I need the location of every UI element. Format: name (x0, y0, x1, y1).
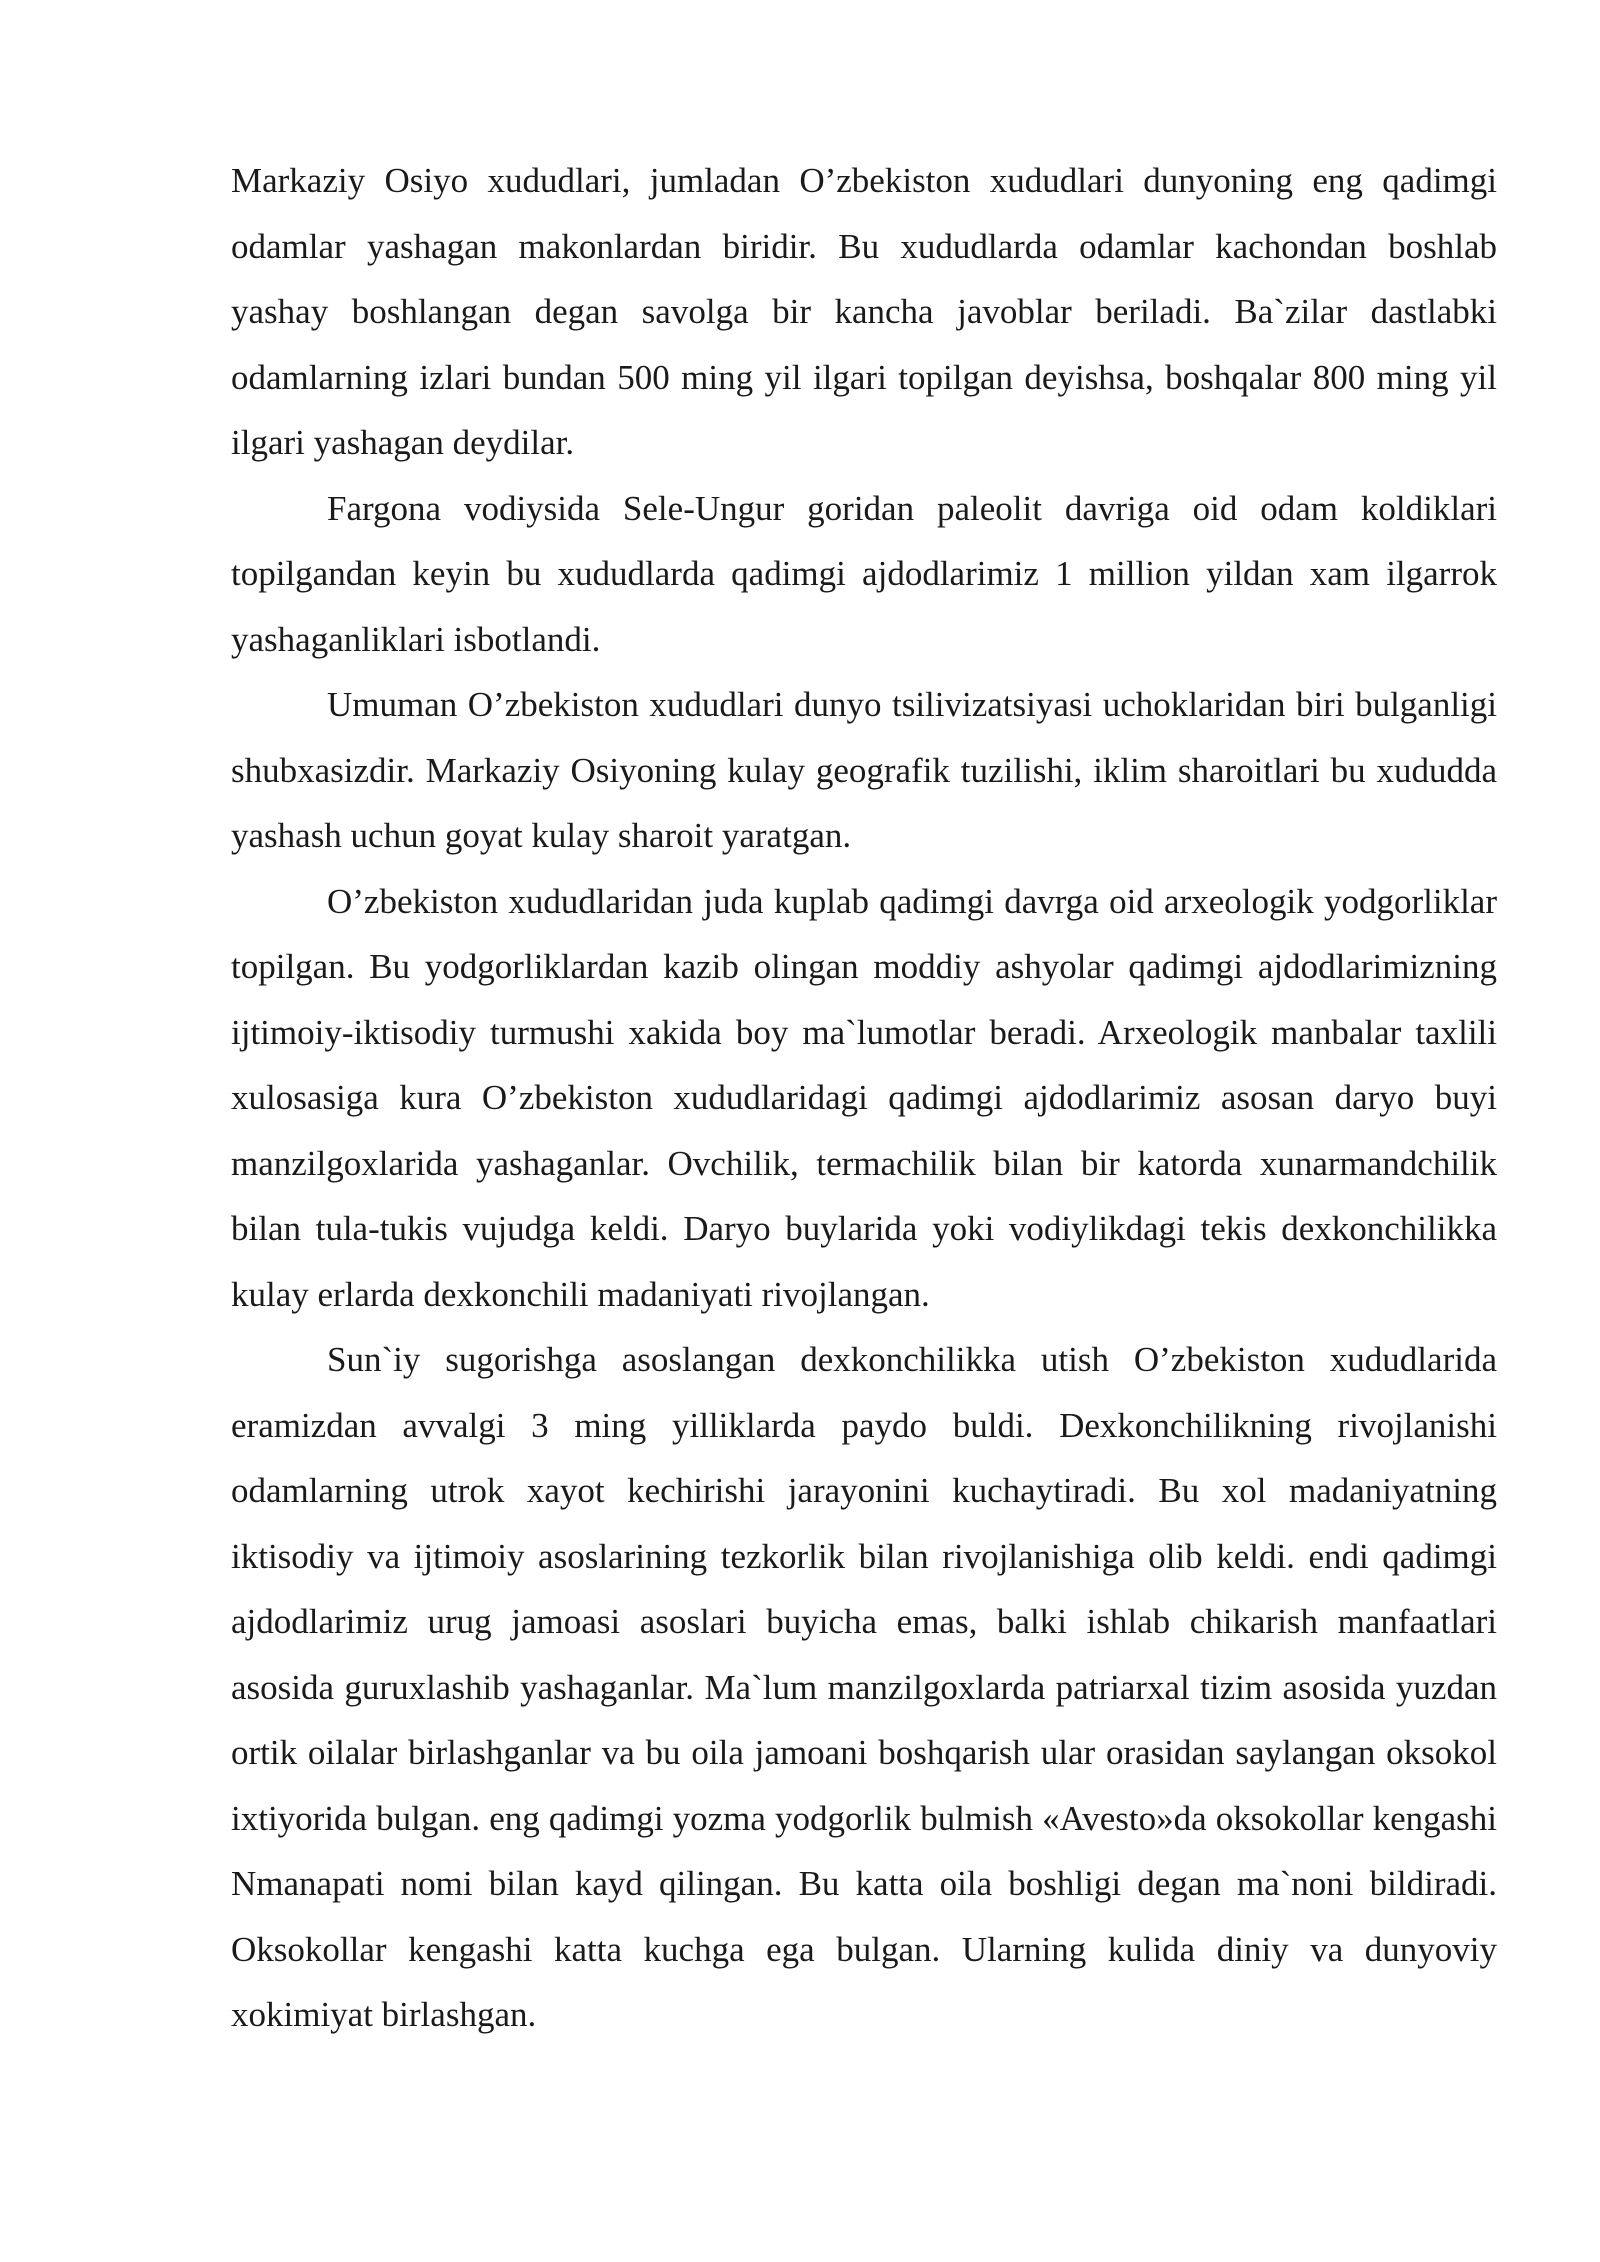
paragraph-1: Markaziy Osiyo xududlari, jumladan O’zbekiston xududlari dunyoning eng qadimgi odamlar yashagan makonlardan biridir. Bu xududlarda odamlar kachondan boshlab yashay boshlangan degan savolga bir kancha javoblar beriladi. Ba`zilar dastlabki odamlarning izlari bundan 500 ming yil ilgari topilgan deyishsa, boshqalar 800 ming yil ilgari yashagan deydilar. (231, 161, 1497, 462)
paragraph-2: Fargona vodiysida Sele-Ungur goridan paleolit davriga oid odam koldiklari topilgandan keyin bu xududlarda qadimgi ajdodlarimiz 1 million yildan xam ilgarrok yashaganliklari isbotlandi. (231, 488, 1497, 659)
document-body (231, 148, 1497, 2048)
paragraph-5: Sun`iy sugorishga asoslangan dexkonchilikka utish O’zbekiston xududlarida eramizdan avvalgi 3 ming yilliklarda paydo buldi. Dexkonchilikning rivojlanishi odamlarning utrok xayot kechirishi jarayonini kuchaytiradi. Bu xol madaniyatning iktisodiy va ijtimoiy asoslarining tezkorlik bilan rivojlanishiga olib keldi. endi qadimgi ajdodlarimiz urug jamoasi asoslari buyicha emas, balki ishlab chikarish manfaatlari asosida guruxlashib yashaganlar. Ma`lum manzilgoxlarda patriarxal tizim asosida yuzdan ortik oilalar birlashganlar va bu oila jamoani boshqarish ular orasidan saylangan oksokol ixtiyorida bulgan. eng qadimgi yozma yodgorlik bulmish «Avesto»da oksokollar kengashi Nmanapati nomi bilan kayd qilingan. Bu katta oila boshligi degan ma`noni bildiradi. Oksokollar kengashi katta kuchga ega bulgan. Ularning kulida diniy va dunyoviy xokimiyat birlashgan. (231, 1340, 1497, 2034)
paragraph-4: O’zbekiston xududlaridan juda kuplab qadimgi davrga oid arxeologik yodgorliklar topilgan. Bu yodgorliklardan kazib olingan moddiy ashyolar qadimgi ajdodlarimizning ijtimoiy-iktisodiy turmushi xakida boy ma`lumotlar beradi. Arxeologik manbalar taxlili xulosasiga kura O’zbekiston xududlaridagi qadimgi ajdodlarimiz asosan daryo buyi manzilgoxlarida yashaganlar. Ovchilik, termachilik bilan bir katorda xunarmandchilik bilan tula-tukis vujudga keldi. Daryo buylarida yoki vodiylikdagi tekis dexkonchilikka kulay erlarda dexkonchili madaniyati rivojlangan. (231, 881, 1497, 1314)
paragraph-3: Umuman O’zbekiston xududlari dunyo tsilivizatsiyasi uchoklaridan biri bulganligi shubxasizdir. Markaziy Osiyoning kulay geografik tuzilishi, iklim sharoitlari bu xududda yashash uchun goyat kulay sharoit yaratgan. (231, 685, 1497, 855)
